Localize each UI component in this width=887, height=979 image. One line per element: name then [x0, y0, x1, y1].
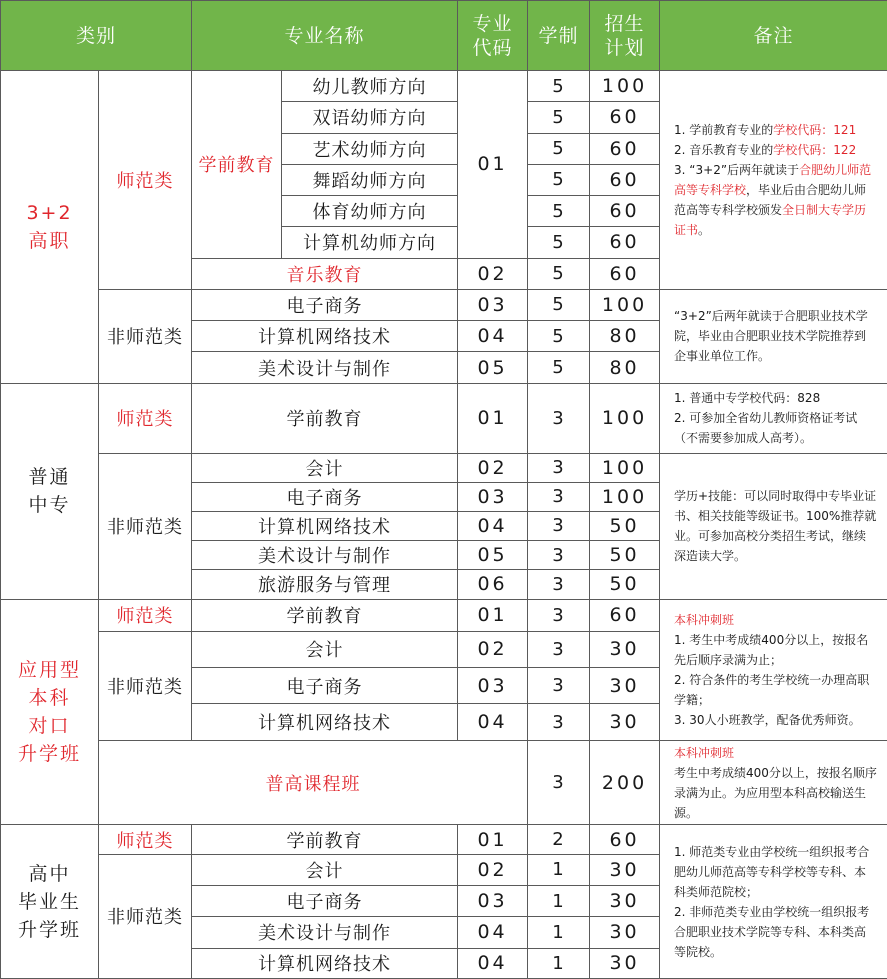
major-name: 学前教育	[192, 383, 458, 454]
major-code: 03	[458, 668, 528, 704]
quota-cell: 30	[590, 854, 660, 885]
header-major-name: 专业名称	[192, 1, 458, 71]
note-vocational-teacher: 1. 普通中专学校代码：828 2. 可参加全省幼儿教师资格证考试（不需要参加成人高考）。	[660, 383, 887, 454]
duration-cell: 1	[528, 854, 590, 885]
major-name: 计算机网络技术	[192, 704, 458, 740]
header-code: 专业 代码	[458, 1, 528, 71]
quota-cell: 100	[590, 383, 660, 454]
major-name: 美术设计与制作	[192, 352, 458, 383]
category-nonteacher: 非师范类	[99, 454, 192, 599]
category-teacher: 师范类	[99, 825, 192, 854]
duration-cell: 3	[528, 599, 590, 631]
major-name: 计算机网络技术	[192, 511, 458, 540]
category-nonteacher: 非师范类	[99, 289, 192, 383]
quota-cell: 30	[590, 885, 660, 916]
major-code: 02	[458, 454, 528, 482]
category-teacher: 师范类	[99, 71, 192, 290]
major-name: 会计	[192, 631, 458, 667]
category-teacher: 师范类	[99, 599, 192, 631]
duration-cell: 1	[528, 948, 590, 979]
section-title-vocational: 普通 中专	[1, 383, 99, 599]
quota-cell: 60	[590, 227, 660, 258]
duration-cell: 1	[528, 917, 590, 948]
major-code: 04	[458, 917, 528, 948]
direction-name: 艺术幼师方向	[282, 133, 458, 164]
major-code: 03	[458, 885, 528, 916]
major-name: 美术设计与制作	[192, 541, 458, 570]
table-row	[1, 599, 887, 631]
duration-cell: 5	[528, 321, 590, 352]
quota-cell: 30	[590, 704, 660, 740]
major-name: 计算机网络技术	[192, 948, 458, 979]
duration-cell: 5	[528, 164, 590, 195]
major-code: 03	[458, 482, 528, 511]
major-code: 05	[458, 352, 528, 383]
quota-cell: 60	[590, 599, 660, 631]
header-category: 类别	[1, 1, 192, 71]
table-row	[1, 740, 887, 825]
category-teacher: 师范类	[99, 383, 192, 454]
section-title-3plus2: 3+2 高职	[1, 71, 99, 384]
direction-name: 双语幼师方向	[282, 102, 458, 133]
major-name: 旅游服务与管理	[192, 570, 458, 599]
major-code: 01	[458, 825, 528, 854]
quota-cell: 100	[590, 454, 660, 482]
duration-cell: 3	[528, 740, 590, 825]
table-row	[1, 71, 887, 102]
major-name: 计算机网络技术	[192, 321, 458, 352]
header-notes: 备注	[660, 1, 887, 71]
major-code: 02	[458, 258, 528, 289]
category-nonteacher: 非师范类	[99, 854, 192, 978]
header-quota: 招生 计划	[590, 1, 660, 71]
major-name: 电子商务	[192, 482, 458, 511]
major-name: 会计	[192, 854, 458, 885]
major-code: 04	[458, 321, 528, 352]
quota-cell: 200	[590, 740, 660, 825]
duration-cell: 3	[528, 668, 590, 704]
direction-name: 舞蹈幼师方向	[282, 164, 458, 195]
header-duration: 学制	[528, 1, 590, 71]
duration-cell: 5	[528, 352, 590, 383]
header-row	[1, 1, 887, 71]
duration-cell: 3	[528, 631, 590, 667]
note-3plus2-nonteacher: “3+2”后两年就读于合肥职业技术学院，毕业由合肥职业技术学院推荐到企事业单位工作。	[660, 289, 887, 383]
duration-cell: 5	[528, 289, 590, 320]
note-highschool-grad: 1. 师范类专业由学校统一组织报考合肥幼儿师范高等专科学校等专科、本科类师范院校； 2. 非师范类专业由学校统一组织报考合肥职业技术学院等专科、本科类高等院校。	[660, 825, 887, 979]
note-bachelor-prep: 本科冲刺班 1. 考生中考成绩400分以上，按报名先后顺序录满为止； 2. 符合条件的考生学校统一办理高职学籍； 3. 30人小班教学，配备优秀师资。	[660, 599, 887, 740]
table-row	[1, 454, 887, 482]
major-name: 美术设计与制作	[192, 917, 458, 948]
quota-cell: 100	[590, 482, 660, 511]
note-3plus2-teacher: 1. 学前教育专业的学校代码：121 2. 音乐教育专业的学校代码：122 3. “3+2”后两年就读于合肥幼儿师范高等专科学校，毕业后由合肥幼儿师范高等专科学校颁发全日制大专学历证书。	[660, 71, 887, 290]
duration-cell: 3	[528, 383, 590, 454]
major-preschool: 学前教育	[192, 71, 282, 259]
duration-cell: 5	[528, 133, 590, 164]
quota-cell: 60	[590, 102, 660, 133]
note-general-course: 本科冲刺班 考生中考成绩400分以上，按报名顺序录满为止。为应用型本科高校输送生源。	[660, 740, 887, 825]
duration-cell: 2	[528, 825, 590, 854]
duration-cell: 5	[528, 227, 590, 258]
direction-name: 幼儿教师方向	[282, 71, 458, 102]
quota-cell: 100	[590, 71, 660, 102]
table-row	[1, 825, 887, 854]
major-code: 02	[458, 854, 528, 885]
quota-cell: 60	[590, 196, 660, 227]
duration-cell: 3	[528, 511, 590, 540]
section-title-highschool-grad: 高中 毕业生 升学班	[1, 825, 99, 979]
category-nonteacher: 非师范类	[99, 631, 192, 740]
duration-cell: 5	[528, 102, 590, 133]
major-code: 02	[458, 631, 528, 667]
quota-cell: 30	[590, 668, 660, 704]
duration-cell: 3	[528, 704, 590, 740]
duration-cell: 3	[528, 570, 590, 599]
quota-cell: 30	[590, 917, 660, 948]
duration-cell: 3	[528, 482, 590, 511]
major-code: 04	[458, 511, 528, 540]
major-code: 01	[458, 71, 528, 259]
major-code: 01	[458, 599, 528, 631]
quota-cell: 30	[590, 948, 660, 979]
quota-cell: 50	[590, 541, 660, 570]
major-name: 学前教育	[192, 599, 458, 631]
duration-cell: 1	[528, 885, 590, 916]
quota-cell: 50	[590, 511, 660, 540]
table-row	[1, 383, 887, 454]
major-name: 学前教育	[192, 825, 458, 854]
quota-cell: 80	[590, 321, 660, 352]
section-title-bachelor-prep: 应用型 本科 对口 升学班	[1, 599, 99, 825]
duration-cell: 5	[528, 71, 590, 102]
major-code: 04	[458, 704, 528, 740]
quota-cell: 60	[590, 825, 660, 854]
quota-cell: 50	[590, 570, 660, 599]
major-code: 06	[458, 570, 528, 599]
major-name: 会计	[192, 454, 458, 482]
quota-cell: 30	[590, 631, 660, 667]
table-row	[1, 289, 887, 320]
major-code: 05	[458, 541, 528, 570]
major-code: 04	[458, 948, 528, 979]
duration-cell: 5	[528, 196, 590, 227]
note-vocational-nonteacher: 学历+技能：可以同时取得中专毕业证书、相关技能等级证书。100%推荐就业。可参加高校分类招生考试，继续深造读大学。	[660, 454, 887, 599]
quota-cell: 60	[590, 258, 660, 289]
duration-cell: 3	[528, 454, 590, 482]
quota-cell: 100	[590, 289, 660, 320]
major-general-course: 普高课程班	[99, 740, 528, 825]
major-code: 03	[458, 289, 528, 320]
quota-cell: 80	[590, 352, 660, 383]
duration-cell: 3	[528, 541, 590, 570]
direction-name: 体育幼师方向	[282, 196, 458, 227]
major-name: 电子商务	[192, 885, 458, 916]
major-code: 01	[458, 383, 528, 454]
major-name: 电子商务	[192, 668, 458, 704]
direction-name: 计算机幼师方向	[282, 227, 458, 258]
major-name: 音乐教育	[192, 258, 458, 289]
duration-cell: 5	[528, 258, 590, 289]
quota-cell: 60	[590, 164, 660, 195]
quota-cell: 60	[590, 133, 660, 164]
major-name: 电子商务	[192, 289, 458, 320]
